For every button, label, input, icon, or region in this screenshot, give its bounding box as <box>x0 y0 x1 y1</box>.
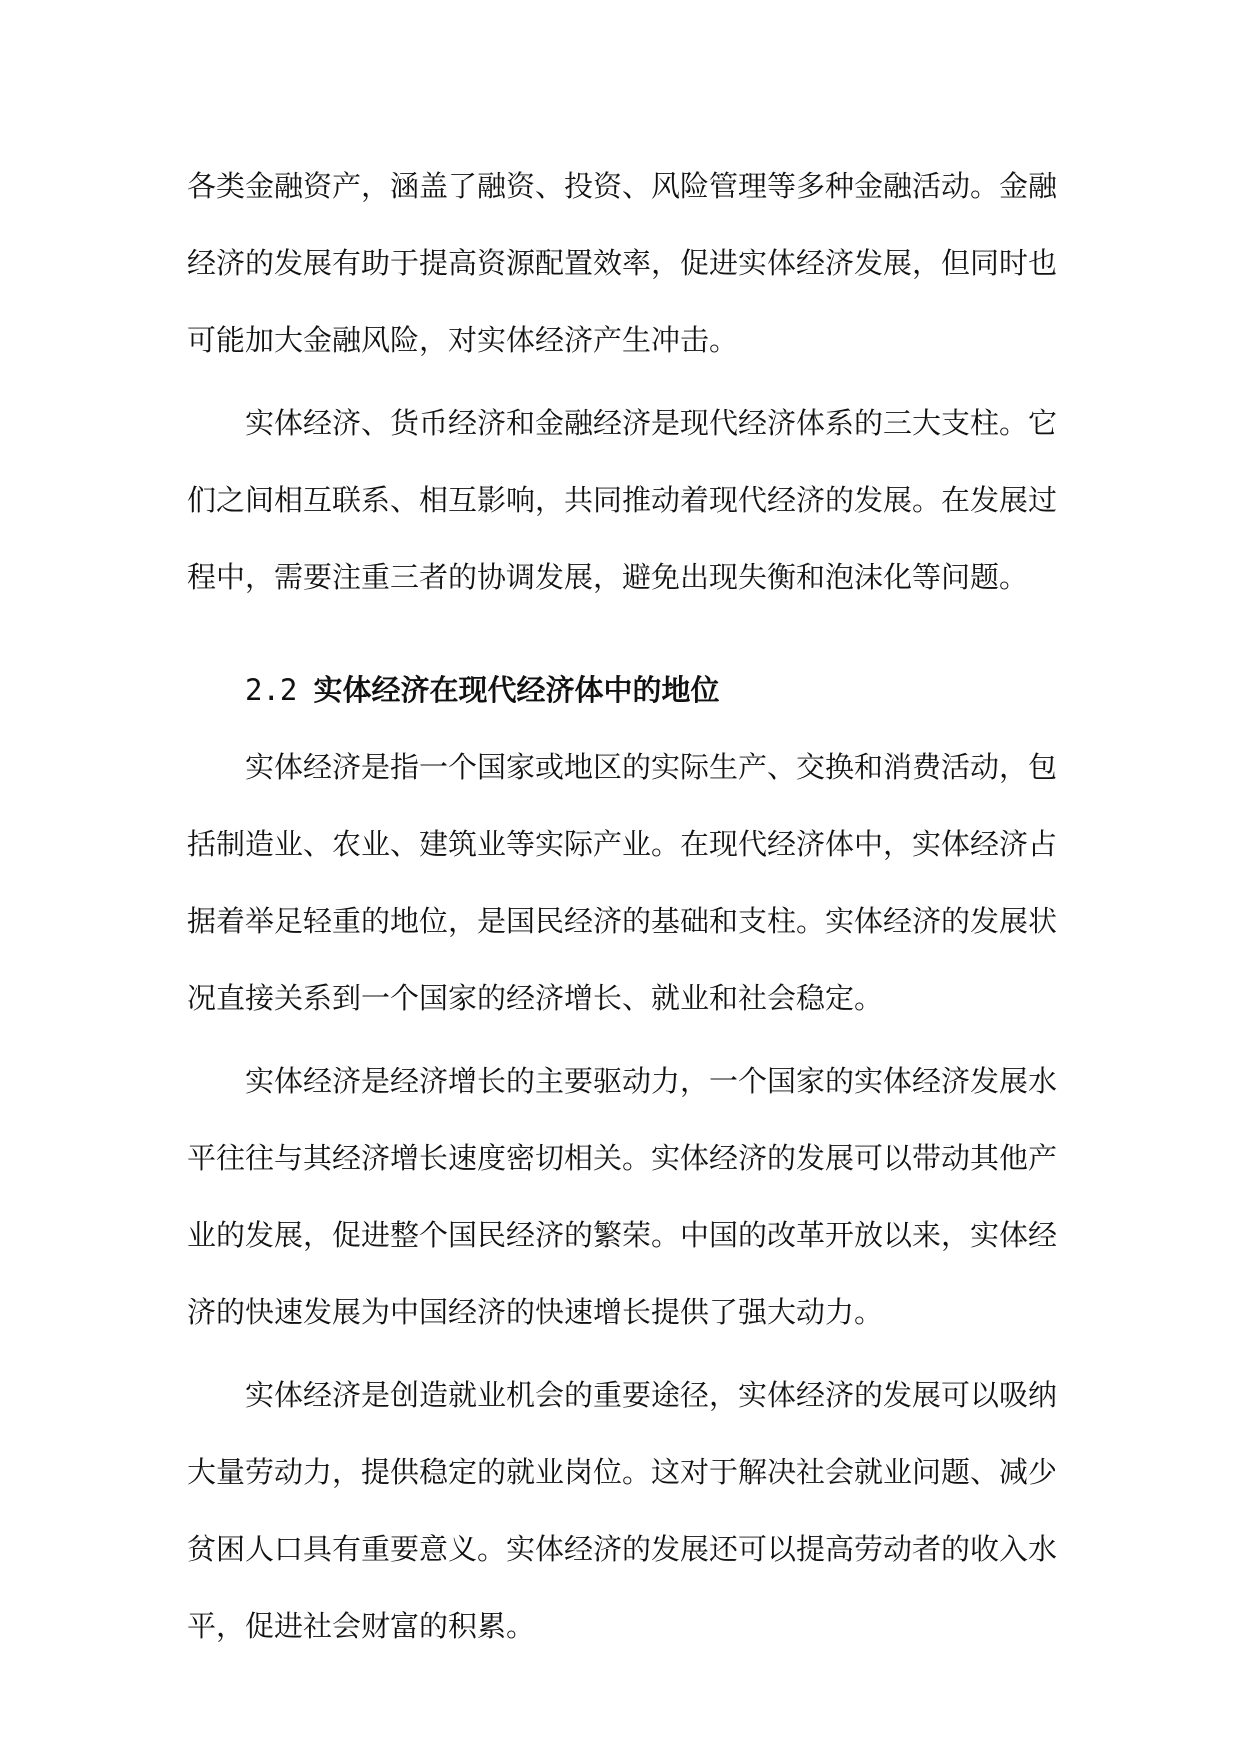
paragraph-employment: 实体经济是创造就业机会的重要途径，实体经济的发展可以吸纳大量劳动力，提供稳定的就业岗位。这对于解决社会就业问题、减少贫困人口具有重要意义。实体经济的发展还可以提高劳动者的收入水平，促进社会财富的积累。 <box>187 1378 1058 1643</box>
section-number: 2.2 <box>245 673 298 707</box>
paragraph-three-pillars: 实体经济、货币经济和金融经济是现代经济体系的三大支柱。它们之间相互联系、相互影响，共同推动着现代经济的发展。在发展过程中，需要注重三者的协调发展，避免出现失衡和泡沫化等问题。 <box>187 406 1058 594</box>
section-heading <box>187 652 1057 729</box>
section-title: 实体经济在现代经济体中的地位 <box>313 673 720 707</box>
paragraph-continuation: 各类金融资产，涵盖了融资、投资、风险管理等多种金融活动。金融经济的发展有助于提高资源配置效率，促进实体经济发展，但同时也可能加大金融风险，对实体经济产生冲击。 <box>187 169 1058 357</box>
paragraph-growth-driver: 实体经济是经济增长的主要驱动力，一个国家的实体经济发展水平往往与其经济增长速度密切相关。实体经济的发展可以带动其他产业的发展，促进整个国民经济的繁荣。中国的改革开放以来，实体经济的快速发展为中国经济的快速增长提供了强大动力。 <box>187 1064 1058 1329</box>
paragraph-definition: 实体经济是指一个国家或地区的实际生产、交换和消费活动，包括制造业、农业、建筑业等实际产业。在现代经济体中，实体经济占据着举足轻重的地位，是国民经济的基础和支柱。实体经济的发展状况直接关系到一个国家的经济增长、就业和社会稳定。 <box>187 750 1058 1015</box>
document-page <box>187 148 1057 1665</box>
